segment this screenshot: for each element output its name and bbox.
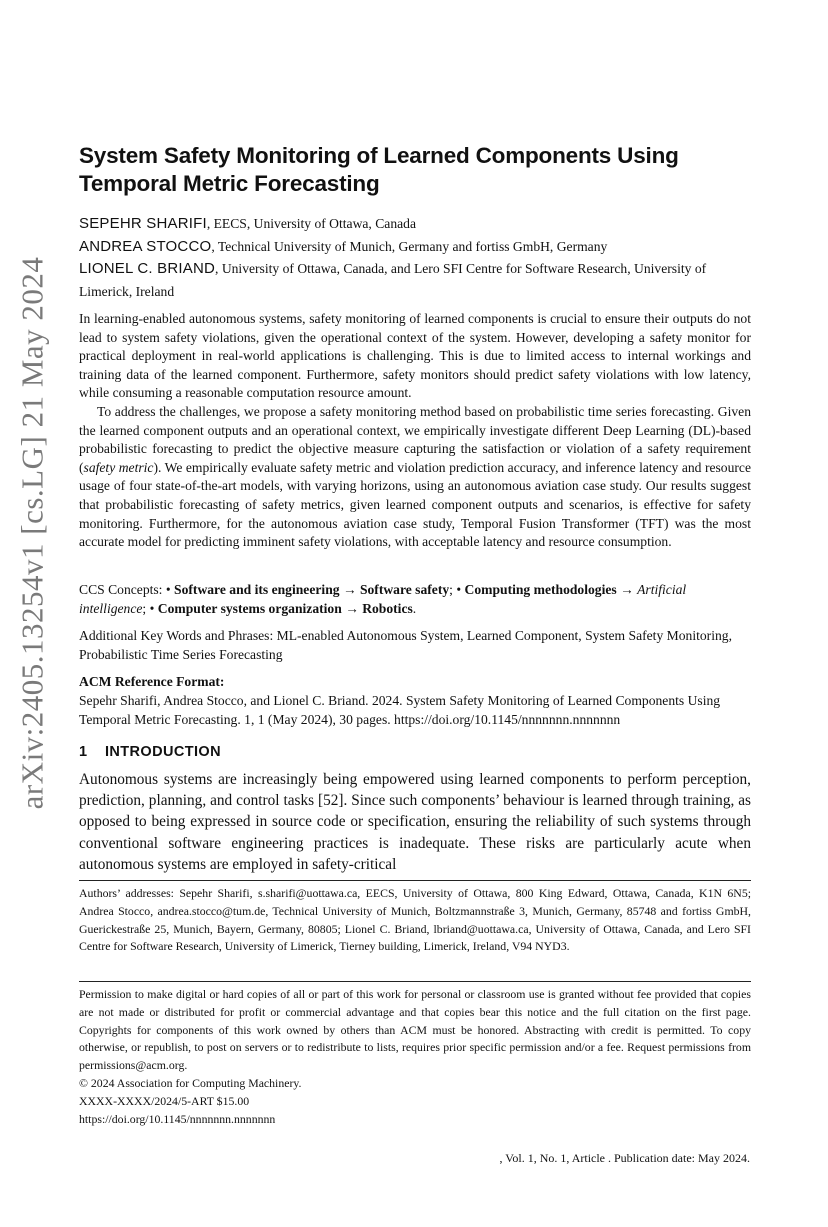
author-entry xyxy=(79,236,751,259)
abstract xyxy=(79,310,751,552)
ccs-concept: Software and its engineering xyxy=(174,582,340,597)
ccs-bullet: • xyxy=(165,582,175,597)
paper-title: System Safety Monitoring of Learned Components Using Temporal Metric Forecasting xyxy=(79,143,679,196)
ccs-concepts xyxy=(79,580,751,618)
doi-link[interactable]: https://doi.org/10.1145/nnnnnnn.nnnnnnn xyxy=(79,1111,276,1126)
footnote-divider xyxy=(79,880,751,881)
ccs-subconcept: Artificial intelligence xyxy=(79,582,687,616)
ccs-arrow: → xyxy=(339,582,360,597)
ccs-concept: Computer systems organization xyxy=(157,601,342,616)
section-heading xyxy=(79,744,751,760)
author-name: SEPEHR SHARIFI xyxy=(79,215,207,232)
permission-text: Permission to make digital or hard copies of all or part of this work for personal or classroom use is granted without fee provided that copies are not made or distributed for profit or commercial advantage and that copies bear this notice and the full citation on the first page. Copyrights for components of this work owned by others than ACM must be honored. Abstracting with credit is permitted. To copy otherwise, or republish, to post on servers or to redistribute to lists, requires prior specific permission and/or a fee. Request permissions from permissions@acm.org. xyxy=(79,987,751,1073)
arxiv-identifier: arXiv:2405.13254v1 [cs.LG] 21 May 2024 xyxy=(14,256,49,810)
introduction-text: Autonomous systems are increasingly being empowered using learned components to perform perception, prediction, planning, and control tasks [52]. Since such components’ behaviour is learned through training, as opposed to being expressed in source code or specification, ensuring the reliability of such systems through conventional software engineering practices is inadequate. These risks are particularly acute when autonomous systems are employed in safety-critical xyxy=(79,771,751,873)
acm-reference-heading: ACM Reference Format: xyxy=(79,674,225,689)
permission-notice xyxy=(79,986,751,1128)
author-affiliation: , EECS, University of Ottawa, Canada xyxy=(206,216,416,231)
author-name: ANDREA STOCCO xyxy=(79,237,212,255)
ccs-subconcept: Software safety xyxy=(359,582,450,597)
keywords: Additional Key Words and Phrases: ML-enabled Autonomous System, Learned Component, System Safety Monitoring, Probabilistic Time Series Forecasting xyxy=(79,628,732,662)
abstract-paragraph: In learning-enabled autonomous systems, safety monitoring of learned components is crucial to ensure their outputs do not lead to system safety violations, given the operational context of the system. However, developing a safety monitor for practical deployment in real-world applications is challenging. This is due to limited access to internal workings and training data of the learned component. Furthermore, safety monitors should predict safety violations with low latency, while consuming a reasonable computation resource amount. xyxy=(79,311,751,401)
ccs-label: CCS Concepts: xyxy=(79,582,166,597)
permission-divider xyxy=(79,981,751,982)
author-list xyxy=(79,213,751,303)
copyright-line: © 2024 Association for Computing Machinery. xyxy=(79,1075,302,1090)
author-entry xyxy=(79,258,751,303)
section-title: INTRODUCTION xyxy=(105,744,221,760)
article-code: XXXX-XXXX/2024/5-ART $15.00 xyxy=(79,1093,250,1108)
abstract-text: To address the challenges, we propose a safety monitoring method based on probabilistic time series forecasting. Given the learned component outputs and an operational context, we empirically investigate different Deep Learning (DL)-based probabilistic forecasting to predict the objective measure capturing the satisfaction or violation of a safety requirement ( xyxy=(79,403,751,475)
ccs-separator: ; xyxy=(449,582,457,597)
author-affiliation: , Technical University of Munich, Germany and fortiss GmbH, Germany xyxy=(211,238,608,254)
author-name: LIONEL C. BRIAND xyxy=(79,260,216,277)
page-footer: , Vol. 1, No. 1, Article . Publication date: May 2024. xyxy=(499,1151,750,1165)
authors-addresses: Authors’ addresses: Sepehr Sharifi, s.sharifi@uottawa.ca, EECS, University of Ottawa, 800 King Edward, Ottawa, Canada, K1N 6N5; Andrea Stocco, andrea.stocco@tum.de, Technical University of Munich, Boltzmannstraße 3, Munich, Germany, 85748 and fortiss GmbH, Guerickestraße 25, Munich, Bayern, Germany, 80805; Lionel C. Briand, lbriand@uottawa.ca, University of Ottawa, Canada, and Lero SFI Centre for Software Research, University of Limerick, Tierney building, Limerick, Ireland, V94 NYD3. xyxy=(79,886,751,954)
ccs-bullet: • xyxy=(149,601,158,616)
ccs-separator: ; xyxy=(142,601,150,616)
arxiv-stamp xyxy=(8,228,56,838)
acm-reference xyxy=(79,672,751,729)
abstract-text: ). We empirically evaluate safety metric and violation prediction accuracy, and inference latency and resource usage of four state-of-the-art models, with varying horizons, using an autonomous aviation case study. Our results suggest that probabilistic forecasting of safety metrics, given learned component outputs and scenarios, is effective for safety monitoring. Furthermore, for the autonomous aviation case study, Temporal Fusion Transformer (TFT) was the most accurate model for predicting imminent safety violations, with acceptable latency and resource consumption. xyxy=(79,459,751,550)
ccs-arrow: → xyxy=(341,601,363,616)
abstract-paragraph xyxy=(79,403,751,552)
author-entry xyxy=(79,213,751,236)
abstract-emphasis: safety metric xyxy=(83,459,154,475)
ccs-concept: Computing methodologies xyxy=(464,582,617,597)
ccs-bullet: • xyxy=(456,582,465,597)
ccs-end: . xyxy=(412,601,417,616)
ccs-arrow: → xyxy=(616,582,638,597)
section-number: 1 xyxy=(79,744,88,760)
acm-reference-text: Sepehr Sharifi, Andrea Stocco, and Lionel C. Briand. 2024. System Safety Monitoring of Learned Components Using Temporal Metric Forecasting. 1, 1 (May 2024), 30 pages. https://doi.org/10.1145/nnnnnnn.nnnnnnn xyxy=(79,693,721,727)
author-affiliation: , University of Ottawa, Canada, and Lero SFI Centre for Software Research, University of Limerick, Ireland xyxy=(79,261,707,299)
ccs-subconcept: Robotics xyxy=(362,601,413,616)
